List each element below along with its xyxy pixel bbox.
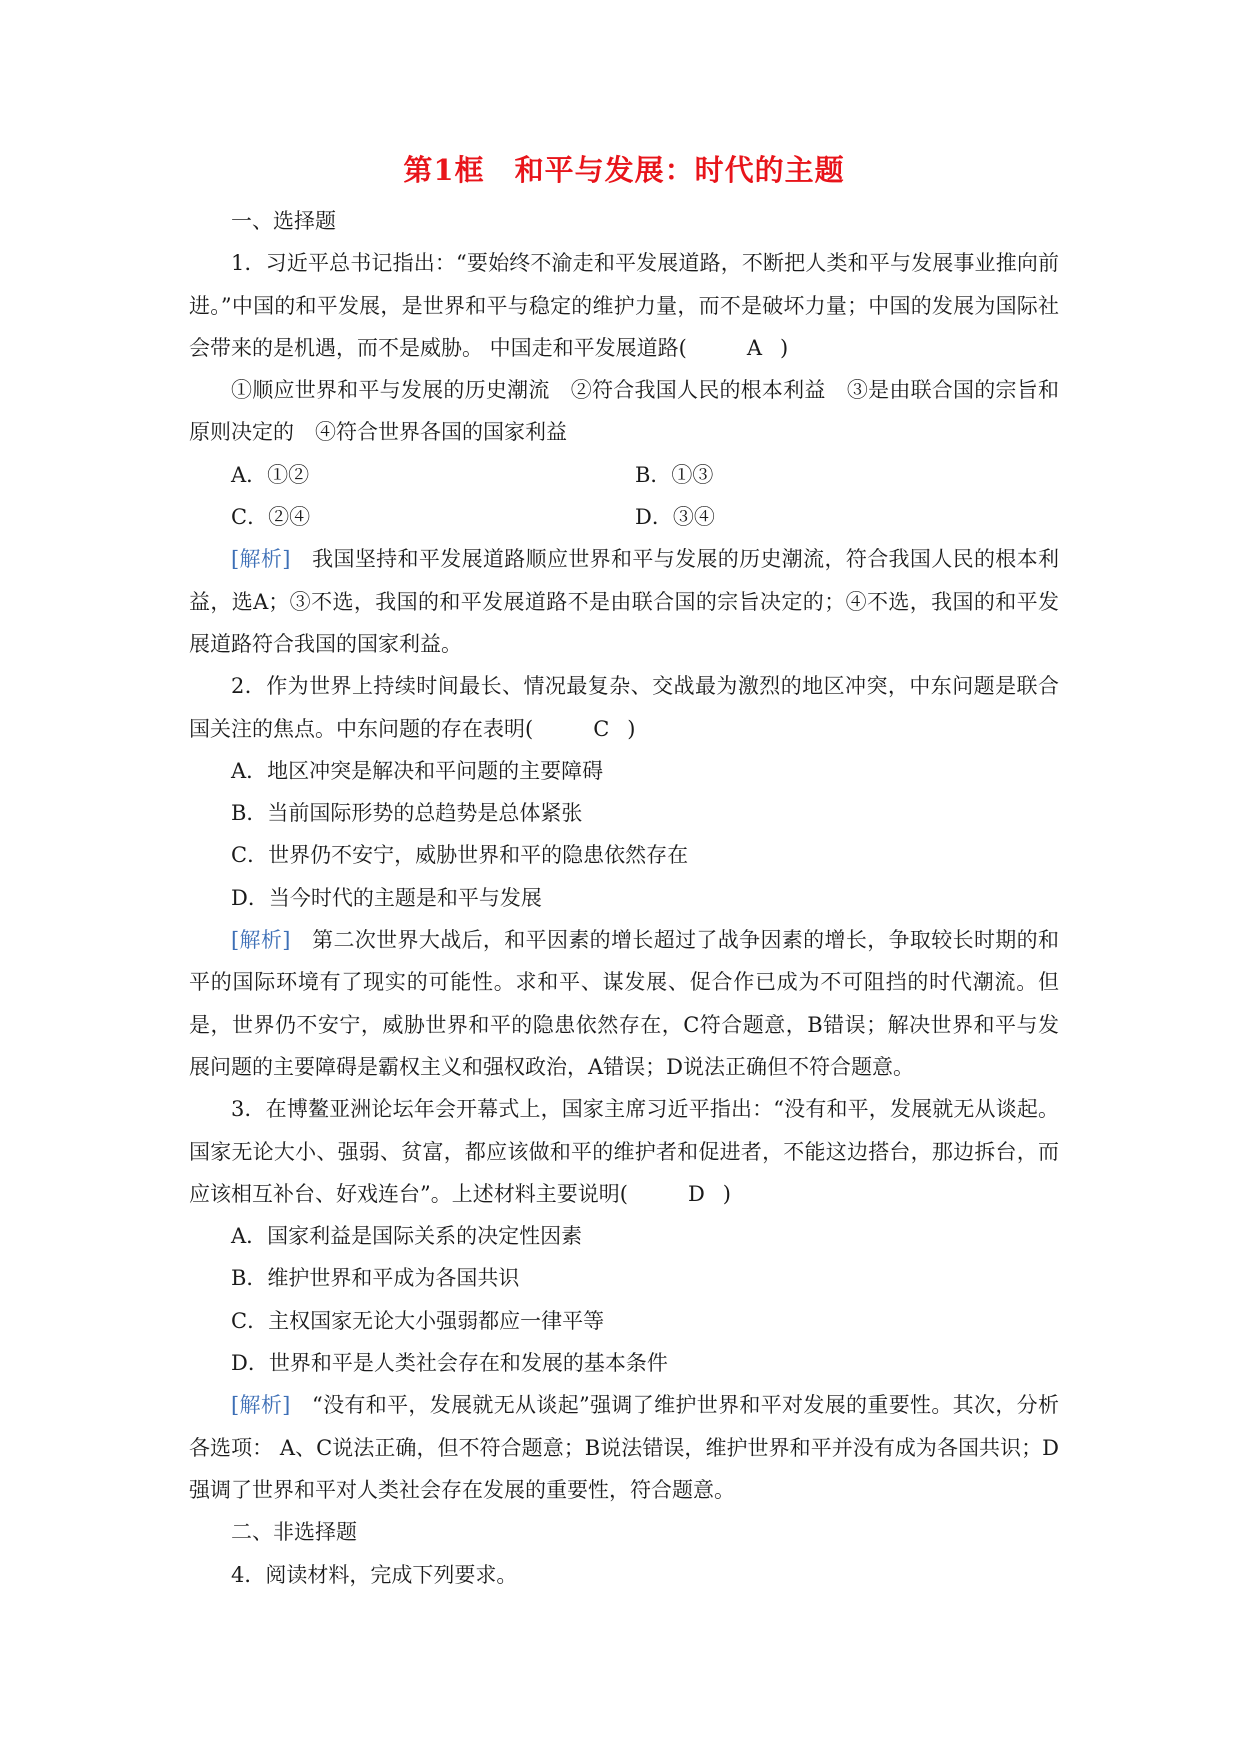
question-2-stem [189, 665, 1059, 750]
question-2-option-a: A．地区冲突是解决和平问题的主要障碍 [231, 758, 604, 783]
question-3-stem [189, 1088, 1059, 1215]
question-1-stem [189, 242, 1059, 369]
question-1-close: ) [780, 335, 789, 360]
question-1-items: ①顺应世界和平与发展的历史潮流 ②符合我国人民的根本利益 ③是由联合国的宗旨和原则决定的 ④符合世界各国的国家利益 [189, 378, 1059, 445]
section-heading-choice: 一、选择题 [231, 209, 336, 233]
question-2-text: 2．作为世界上持续时间最长、情况最复杂、交战最为激烈的地区冲突，中东问题是联合国关注的焦点。中东问题的存在表明( [189, 674, 1059, 741]
analysis-tag: [解析] [231, 1393, 291, 1418]
question-3-close: ) [722, 1181, 731, 1206]
question-2-analysis [189, 919, 1059, 1088]
question-3-analysis-text: “没有和平，发展就无从谈起”强调了维护世界和平对发展的重要性。其次，分析各选项： A、C说法正确，但不符合题意；B说法错误，维护世界和平并没有成为各国共识；D强调了世界和平对人类社会存在发展的重要性，符合题意。 [189, 1393, 1059, 1502]
question-1-answer: A [746, 335, 763, 360]
question-1-option-a: A．①② [231, 462, 310, 487]
question-3-option-c: C．主权国家无论大小强弱都应一律平等 [231, 1308, 605, 1333]
question-3-text: 3．在博鳌亚洲论坛年会开幕式上，国家主席习近平指出：“没有和平，发展就无从谈起。国家无论大小、强弱、贫富，都应该做和平的维护者和促进者，不能这边搭台，那边拆台，而应该相互补台、好戏连台”。上述材料主要说明( [189, 1097, 1059, 1206]
question-1-text: 1．习近平总书记指出：“要始终不渝走和平发展道路，不断把人类和平与发展事业推向前进。”中国的和平发展，是世界和平与稳定的维护力量，而不是破坏力量；中国的发展为国际社会带来的是机遇，而不是威胁。 中国走和平发展道路( [189, 251, 1059, 360]
question-2-option-b: B．当前国际形势的总趋势是总体紧张 [231, 801, 583, 826]
analysis-tag: [解析] [231, 928, 291, 953]
question-1-options-row-2 [189, 496, 1059, 538]
question-1-option-d: D．③④ [635, 505, 715, 530]
question-1-options-row-1 [189, 454, 1059, 496]
question-1-analysis [189, 538, 1059, 665]
page-title: 第1框 和平与发展：时代的主题 [403, 153, 845, 187]
question-3-option-a: A．国家利益是国际关系的决定性因素 [231, 1224, 583, 1249]
question-3-analysis [189, 1384, 1059, 1511]
question-2-answer: C [593, 716, 610, 741]
section-heading-non-choice: 二、非选择题 [231, 1520, 357, 1545]
question-1-option-b: B．①③ [635, 462, 714, 487]
question-1-option-c: C．②④ [231, 505, 311, 530]
document-page [189, 150, 1059, 1596]
question-2-analysis-text: 第二次世界大战后，和平因素的增长超过了战争因素的增长，争取较长时期的和平的国际环境有了现实的可能性。求和平、谋发展、促合作已成为不可阻挡的时代潮流。但是，世界仍不安宁，威胁世界和平的隐患依然存在，C符合题意，B错误；解决世界和平与发展问题的主要障碍是霸权主义和强权政治，A错误；D说法正确但不符合题意。 [189, 928, 1059, 1079]
question-3-option-b: B．维护世界和平成为各国共识 [231, 1266, 520, 1291]
question-4-stem: 4．阅读材料，完成下列要求。 [231, 1562, 518, 1587]
analysis-tag: [解析] [231, 547, 291, 572]
question-2-option-c: C．世界仍不安宁，威胁世界和平的隐患依然存在 [231, 843, 689, 868]
question-3-option-d: D．世界和平是人类社会存在和发展的基本条件 [231, 1351, 668, 1376]
question-1-analysis-text: 我国坚持和平发展道路顺应世界和平与发展的历史潮流，符合我国人民的根本利益，选A；③不选，我国的和平发展道路不是由联合国的宗旨决定的；④不选，我国的和平发展道路符合我国的国家利益。 [189, 547, 1059, 656]
question-2-close: ) [627, 716, 636, 741]
question-3-answer: D [687, 1181, 705, 1206]
question-2-option-d: D．当今时代的主题是和平与发展 [231, 885, 542, 910]
